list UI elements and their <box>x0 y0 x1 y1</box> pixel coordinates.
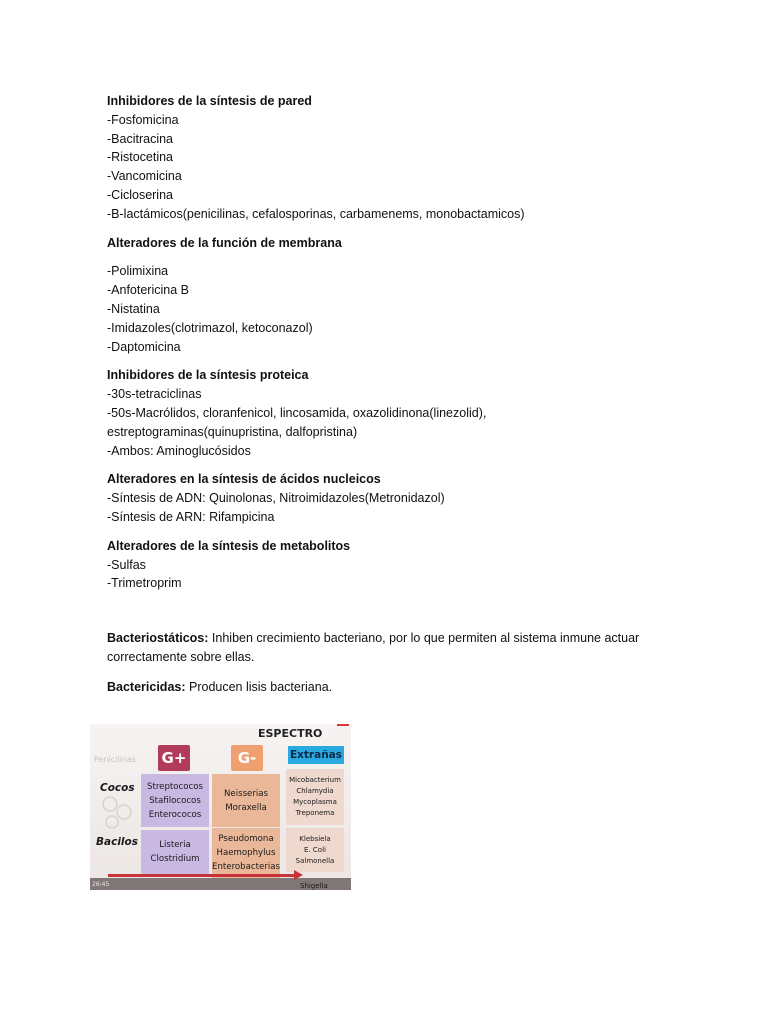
arrow-head-icon <box>294 870 303 880</box>
figure-title: ESPECTRO <box>258 727 323 740</box>
list-item: -30s-tetraciclinas <box>107 387 202 402</box>
organism-label: E. Coli <box>304 845 326 854</box>
section-protein <box>107 366 667 460</box>
decorative-tick <box>337 724 349 726</box>
organism-label: Neisserias <box>223 788 268 799</box>
cocos-gram-negative-cell <box>212 774 280 827</box>
section-title: Inhibidores de la síntesis proteica <box>107 368 309 383</box>
definition-term: Bacteriostáticos: <box>107 631 209 646</box>
list-item: -Síntesis de ADN: Quinolonas, Nitroimidazoles(Metronidazol) <box>107 491 445 506</box>
list-item: -Ristocetina <box>107 150 173 165</box>
organism-label: Enterococos <box>148 809 202 820</box>
list-item: -Trimetroprim <box>107 576 182 591</box>
document-body <box>107 92 667 708</box>
cocos-extranas-cell <box>286 769 344 825</box>
organism-label: Haemophylus <box>216 848 276 858</box>
list-item: -Síntesis de ARN: Rifampicina <box>107 509 275 524</box>
section-title: Alteradores de la síntesis de metabolitos <box>107 538 351 553</box>
list-item: -Ambos: Aminoglucósidos <box>107 443 251 458</box>
section-membrane <box>107 234 667 357</box>
spectrum-arrow <box>108 874 296 877</box>
section-metabolites <box>107 537 667 593</box>
list-item: -Nistatina <box>107 301 160 316</box>
list-item: -Vancomicina <box>107 169 182 184</box>
organism-label: Mycoplasma <box>293 798 337 806</box>
organism-label: Enterobacterias <box>212 862 280 872</box>
ghost-text: Penicilinas <box>94 755 136 764</box>
organism-label: Listeria <box>159 840 191 850</box>
section-title: Inhibidores de la síntesis de pared <box>107 94 312 108</box>
bacilos-gram-negative-cell <box>212 828 280 878</box>
section-title: Alteradores de la función de membrana <box>107 235 342 250</box>
bacilos-extranas-cell <box>286 828 344 872</box>
list-item: -Anfotericina B <box>107 283 189 298</box>
cocos-gram-positive-cell <box>141 774 209 827</box>
organism-label: Klebsiela <box>299 834 331 843</box>
extranas-badge: Extrañas <box>288 746 344 764</box>
list-item: -Daptomicina <box>107 339 181 354</box>
organism-label: Micobacterium <box>289 776 341 784</box>
organism-label: Streptococos <box>147 781 203 792</box>
definition-text: Inhiben crecimiento bacteriano, por lo que permiten al sistema inmune actuar correctamente sobre ellas. <box>107 631 640 664</box>
organism-label: Stafilococos <box>149 795 201 806</box>
list-item: -50s-Macrólidos, cloranfenicol, lincosamida, oxazolidinona(linezolid), estreptograminas(quinupristina, dalfopristina) <box>107 405 487 439</box>
organism-label: Moraxella <box>225 802 267 813</box>
organism-label: Pseudomona <box>218 834 274 844</box>
video-timestamp: 26:45 <box>92 881 110 888</box>
definition-bacteriostatic <box>107 629 652 667</box>
organism-label: Clostridium <box>150 854 200 864</box>
ghost-circles-icon <box>98 792 138 832</box>
list-item: -Imidazoles(clotrimazol, ketoconazol) <box>107 320 313 335</box>
list-item: -B-lactámicos(penicilinas, cefalosporinas, carbamenems, monobactamicos) <box>107 206 525 221</box>
row-label-cocos: Cocos <box>100 782 135 794</box>
spectrum-figure <box>90 724 351 890</box>
organism-label: Salmonella <box>295 856 335 865</box>
list-item: -Cicloserina <box>107 187 173 202</box>
list-item: -Bacitracina <box>107 131 173 146</box>
list-item: -Fosfomicina <box>107 112 179 127</box>
organism-label: Treponema <box>295 809 335 817</box>
row-label-bacilos: Bacilos <box>96 836 138 848</box>
bacilos-gram-positive-cell <box>141 830 209 874</box>
definition-term: Bactericidas: <box>107 679 186 694</box>
list-item: -Polimixina <box>107 264 169 279</box>
gram-negative-badge: G- <box>231 745 263 771</box>
list-item: -Sulfas <box>107 557 146 572</box>
gram-positive-badge: G+ <box>158 745 190 771</box>
organism-label: Shigella <box>300 882 328 890</box>
organism-label: Chlamydia <box>296 787 334 795</box>
section-nucleic-acids <box>107 470 667 526</box>
section-title: Alteradores en la síntesis de ácidos nucleicos <box>107 472 381 487</box>
definition-text: Producen lisis bacteriana. <box>185 679 333 694</box>
section-cell-wall <box>107 92 667 224</box>
definition-bactericidal <box>107 678 667 697</box>
